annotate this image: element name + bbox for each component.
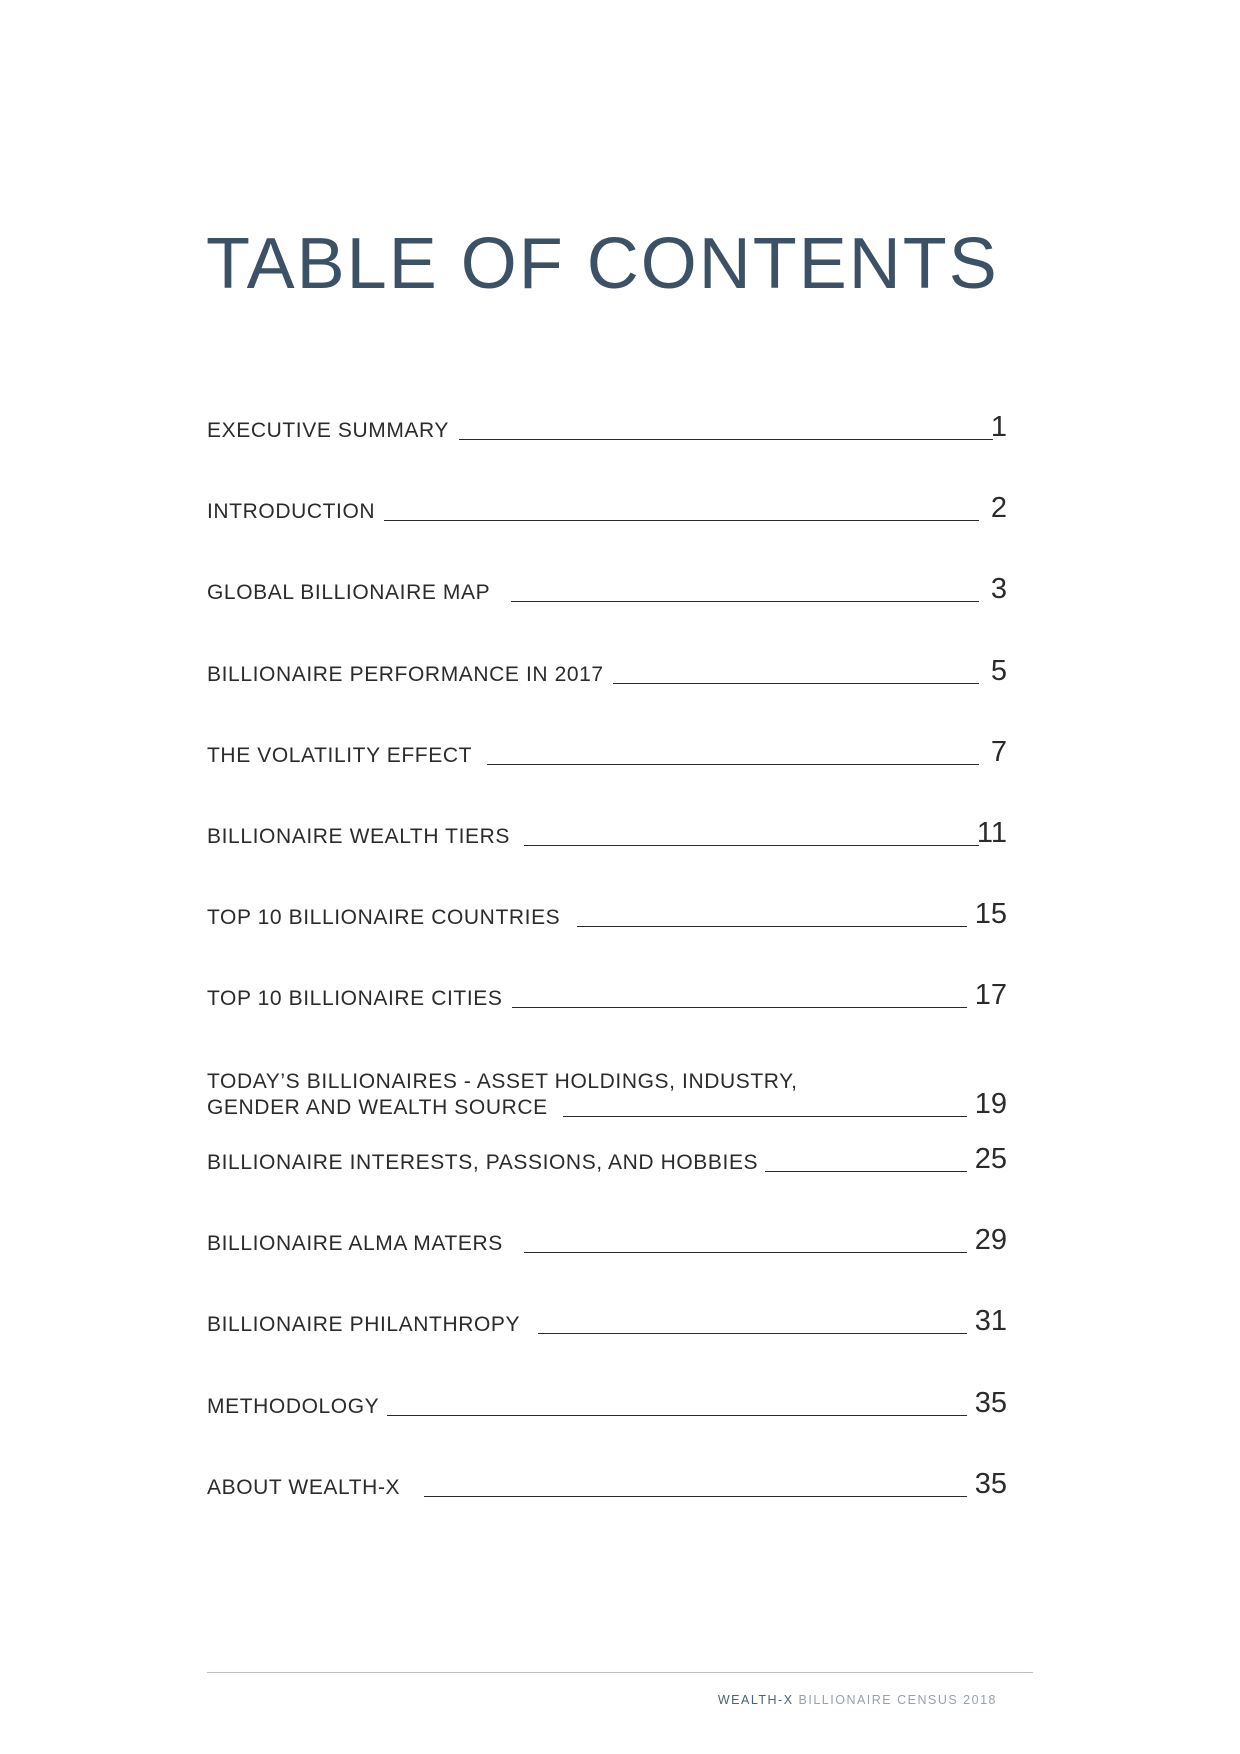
toc-entry-volatility-effect[interactable] [207, 709, 1007, 769]
toc-entry-alma-maters[interactable] [207, 1197, 1007, 1257]
toc-entry-label: INTRODUCTION [207, 500, 376, 523]
toc-entry-wealth-tiers[interactable] [207, 790, 1007, 850]
toc-entry-interests-passions-hobbies[interactable] [207, 1116, 1007, 1176]
toc-page-number: 1 [990, 411, 1007, 443]
toc-leader-line [577, 926, 967, 927]
toc-entry-top-countries[interactable] [207, 871, 1007, 931]
toc-page-number: 31 [974, 1305, 1007, 1337]
toc-entry-label: TOP 10 BILLIONAIRE CITIES [207, 987, 503, 1010]
toc-entry-label: BILLIONAIRE PHILANTHROPY [207, 1313, 521, 1336]
footer-report-name: BILLIONAIRE CENSUS 2018 [798, 1693, 997, 1707]
toc-page-number: 29 [974, 1224, 1007, 1256]
toc-page-number: 11 [976, 817, 1007, 849]
toc-page-number: 25 [974, 1143, 1007, 1175]
toc-entry-label: EXECUTIVE SUMMARY [207, 419, 450, 442]
toc-entry-label: BILLIONAIRE INTERESTS, PASSIONS, AND HOBBIES [207, 1151, 759, 1174]
toc-entry-label [207, 1069, 798, 1121]
toc-entry-label: THE VOLATILITY EFFECT [207, 744, 473, 767]
toc-entry-label: GLOBAL BILLIONAIRE MAP [207, 581, 491, 604]
footer-publication-title [718, 1693, 997, 1707]
toc-entry-philanthropy[interactable] [207, 1278, 1007, 1338]
toc-leader-line [487, 764, 979, 765]
toc-page-number: 3 [990, 573, 1007, 605]
toc-page-number: 19 [974, 1088, 1007, 1120]
toc-page-number: 35 [974, 1387, 1007, 1419]
toc-leader-line [538, 1333, 967, 1334]
toc-entry-billionaire-performance[interactable] [207, 628, 1007, 688]
footer-brand: WEALTH-X [717, 1693, 794, 1707]
toc-entry-todays-billionaires[interactable] [207, 1059, 1007, 1121]
toc-page-number: 5 [990, 655, 1007, 687]
toc-entry-label: TOP 10 BILLIONAIRE COUNTRIES [207, 906, 561, 929]
footer-divider [207, 1672, 1033, 1673]
toc-entry-label-line-2: GENDER AND WEALTH SOURCE [207, 1096, 548, 1119]
toc-entry-label: BILLIONAIRE ALMA MATERS [207, 1232, 503, 1255]
toc-page-number: 17 [974, 979, 1007, 1011]
toc-leader-line [424, 1496, 967, 1497]
toc-leader-line [384, 520, 979, 521]
toc-entry-label: ABOUT WEALTH-X [207, 1476, 401, 1499]
toc-entry-about-wealth-x[interactable] [207, 1441, 1007, 1501]
toc-leader-line [524, 1252, 967, 1253]
toc-leader-line [459, 439, 993, 440]
toc-entry-top-cities[interactable] [207, 952, 1007, 1012]
toc-page-number: 15 [974, 898, 1007, 930]
toc-entry-label: BILLIONAIRE PERFORMANCE IN 2017 [207, 663, 604, 686]
toc-entry-label-line-1: TODAY’S BILLIONAIRES - ASSET HOLDINGS, INDUSTRY, [207, 1070, 798, 1093]
toc-entry-label: BILLIONAIRE WEALTH TIERS [207, 825, 511, 848]
toc-leader-line [613, 683, 979, 684]
toc-page-number: 7 [990, 736, 1007, 768]
toc-leader-line [387, 1415, 967, 1416]
toc-page-number: 2 [990, 492, 1007, 524]
toc-page-number: 35 [974, 1468, 1007, 1500]
toc-entry-global-billionaire-map[interactable] [207, 546, 1007, 606]
toc-entry-introduction[interactable] [207, 465, 1007, 525]
toc-entry-label: METHODOLOGY [207, 1395, 380, 1418]
toc-leader-line [511, 601, 979, 602]
toc-leader-line [512, 1007, 967, 1008]
toc-entry-methodology[interactable] [207, 1360, 1007, 1420]
toc-leader-line [765, 1171, 967, 1172]
toc-entry-executive-summary[interactable] [207, 384, 1007, 444]
page-title: TABLE OF CONTENTS [206, 224, 999, 304]
toc-leader-line [524, 845, 979, 846]
